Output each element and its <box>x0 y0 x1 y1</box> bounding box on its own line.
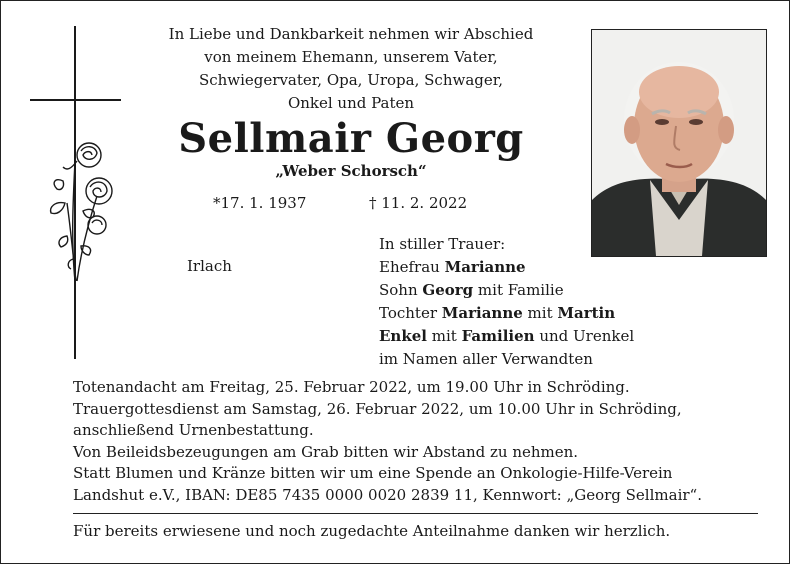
mourner-daughter <box>379 302 634 325</box>
intro-text <box>121 23 581 115</box>
mourner-son <box>379 279 634 302</box>
roses-icon <box>45 141 121 286</box>
mourner-name: Familien <box>461 327 535 345</box>
detail-line: Totenandacht am Freitag, 25. Februar 2022, um 19.00 Uhr in Schröding. <box>73 378 630 396</box>
hometown: Irlach <box>187 257 232 275</box>
detail-line: Trauergottesdienst am Samstag, 26. Februar 2022, um 10.00 Uhr in Schröding, <box>73 399 682 418</box>
mourners-heading: In stiller Trauer: <box>379 235 506 253</box>
divider <box>73 513 758 514</box>
portrait-photo <box>591 29 767 257</box>
mourner-suffix: mit Familie <box>473 281 564 299</box>
service-details <box>73 377 773 506</box>
detail-line: Statt Blumen und Kränze bitten wir um eine Spende an Onkologie-Hilfe-Verein <box>73 464 673 482</box>
mourner-suffix: und Urenkel <box>534 327 635 345</box>
mourner-relation: Sohn <box>379 281 423 299</box>
mourner-name: Marianne <box>441 304 523 322</box>
intro-line: Onkel und Paten <box>287 94 415 112</box>
deceased-name: Sellmair Georg <box>178 115 524 162</box>
mourner-relatives: im Namen aller Verwandten <box>379 350 593 368</box>
cross-icon-horizontal <box>30 99 121 101</box>
mourner-connector: mit <box>522 304 558 322</box>
mourner-name: Marianne <box>444 258 526 276</box>
mourner-name: Martin <box>557 304 616 322</box>
mourner-wife <box>379 256 634 279</box>
mourner-connector: mit <box>426 327 462 345</box>
nickname: „Weber Schorsch“ <box>275 162 427 180</box>
mourner-name: Georg <box>422 281 474 299</box>
intro-line: Schwiegervater, Opa, Uropa, Schwager, <box>198 71 504 89</box>
mourner-relation: Enkel <box>379 327 427 345</box>
mourner-relation: Ehefrau <box>379 258 445 276</box>
detail-line: Landshut e.V., IBAN: DE85 7435 0000 0020 2839 11, Kennwort: „Georg Sellmair“. <box>73 485 702 504</box>
intro-line: von meinem Ehemann, unserem Vater, <box>204 48 498 66</box>
intro-line: In Liebe und Dankbarkeit nehmen wir Abschied <box>168 25 534 43</box>
death-date: † 11. 2. 2022 <box>369 194 468 212</box>
mourner-relation: Tochter <box>379 304 442 322</box>
mourner-grandchildren <box>379 325 634 348</box>
birth-date: *17. 1. 1937 <box>213 194 307 212</box>
detail-line: Von Beileidsbezeugungen am Grab bitten wir Abstand zu nehmen. <box>73 442 579 461</box>
detail-line: anschließend Urnenbestattung. <box>73 421 314 439</box>
thanks-text: Für bereits erwiesene und noch zugedachte Anteilnahme danken wir herzlich. <box>73 522 671 540</box>
portrait-image <box>592 30 766 256</box>
